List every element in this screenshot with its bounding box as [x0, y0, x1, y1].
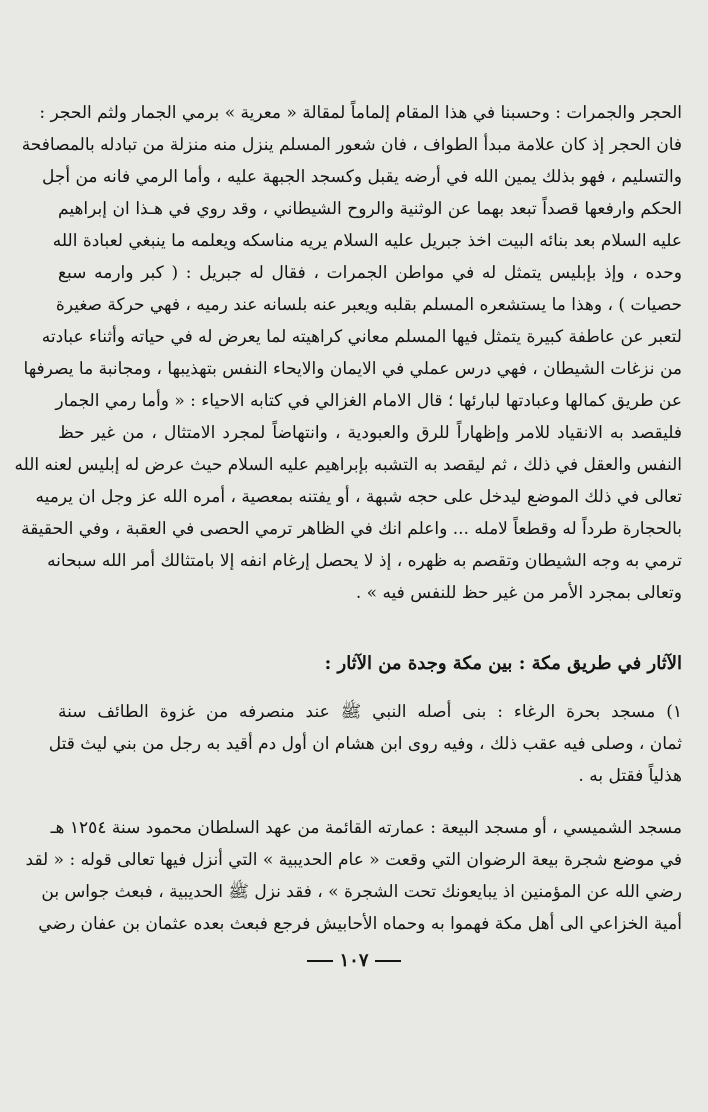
text-line: الحكم وارفعها قصداً تبعد بهما عن الوثنية والروح الشيطاني ، وقد روي في هـذا ان إبراهيم — [58, 199, 682, 219]
text-line: حصيات ) ، وهذا ما يستشعره المسلم بقلبه ويعبر عنه بلسانه عند رميه ، فهي حركة صغيرة — [55, 295, 682, 315]
text-line: ثمان ، وصلى فيه عقب ذلك ، وفيه روى ابن هشام ان أول دم أقيد به رجل من بني ليث قتل — [48, 734, 682, 754]
dash-left — [375, 960, 401, 962]
paragraph-stones-and-jamarat — [14, 97, 682, 609]
text-line: فليقصد به الانقياد للامر وإظهاراً للرق والعبودية ، وانتهاضاً لمجرد الامتثال ، من غير حظ — [58, 423, 682, 443]
text-line: النفس والعقل في ذلك ، ثم ليقصد به التشبه بإبراهيم عليه السلام حيث عرض له إبليس لعنه الله — [14, 455, 682, 475]
section-heading-antiquities — [58, 648, 682, 680]
text-line: والتسليم ، فهو بذلك يمين الله في أرضه يقبل وكسجد الجبهة عليه ، وأما الرمي فانه من أجل — [41, 167, 682, 187]
text-line: بالحجارة طرداً له وقطعاً لامله ... واعلم انك في الظاهر ترمي الحصى في العقبة ، وفي الحقيقة — [21, 519, 682, 539]
text-line: من نزغات الشيطان ، فهي درس عملي في الايمان والايحاء النفس بتهذيبها ، ومجانبة ما يصرفها — [23, 359, 682, 379]
text-line: ١) مسجد بحرة الرغاء : بنى أصله النبي ﷺ عند منصرفه من غزوة الطائف سنة — [58, 702, 682, 722]
dash-right — [307, 960, 333, 962]
text-line: الحجر والجمرات : وحسبنا في هذا المقام إلماماً لمقالة « معرية » برمي الجمار ولثم الحجر : — [39, 103, 682, 123]
section-heading: الآثار في طريق مكة : بين مكة وجدة من الآثار : — [324, 653, 682, 674]
text-line: مسجد الشميسي ، أو مسجد البيعة : عمارته القائمة من عهد السلطان محمود سنة ١٢٥٤ هـ — [50, 818, 682, 838]
page-number — [0, 950, 708, 971]
text-line: وتعالى بمجرد الأمر من غير حظ للنفس فيه » . — [355, 583, 682, 603]
page-number-text: ١٠٧ — [339, 950, 369, 971]
text-line: لتعبر عن عاطفة كبيرة يتمثل فيها المسلم معاني كراهيته لما يعرض له في حياته وأثناء عبادته — [41, 327, 682, 347]
text-line: ترمي به وجه الشيطان وتقصم به ظهره ، إذ لا يحصل إرغام انفه إلا بامتثالك أمر الله سبحانه — [47, 551, 682, 571]
paragraph-mosque-bahrat-al-ragha — [48, 696, 682, 792]
text-line: رضي الله عن المؤمنين اذ يبايعونك تحت الشجرة » ، فقد نزل ﷺ الحديبية ، فبعث جواس بن — [41, 882, 682, 902]
text-line: تعالى في ذلك الموضع ليدخل على حجه شبهة ، أو يفتنه بمعصية ، أمره الله عز وجل ان يرميه — [35, 487, 682, 507]
text-line: أمية الخزاعي الى أهل مكة فهموا به وحماه الأحابيش فرجع فبعث بعده عثمان بن عفان رضي — [38, 914, 682, 934]
text-line: هذلياً فقتل به . — [578, 766, 682, 786]
text-line: عن طريق كمالها وعبادتها لبارئها ؛ قال الامام الغزالي في كتابه الاحياء : « وأما رمي الجمار — [55, 391, 682, 411]
text-line: وحده ، وإذ بإبليس يتمثل له في مواطن الجمرات ، فقال له جبريل : ( كبر وارمه سبع — [58, 263, 682, 283]
paragraph-mosque-shumaysi — [25, 812, 682, 940]
text-line: عليه السلام بعد بنائه البيت اخذ جبريل عليه السلام يريه مناسكه ويعلمه ما ينبغي لعبادة الله — [52, 231, 682, 251]
text-line: في موضع شجرة بيعة الرضوان التي وقعت « عام الحديبية » التي أنزل فيها تعالى قوله : « لقد — [25, 850, 682, 870]
text-line: فان الحجر إذ كان علامة مبدأ الطواف ، فان شعور المسلم ينزل منه منزلة من تبادله بالمصافحة — [21, 135, 682, 155]
